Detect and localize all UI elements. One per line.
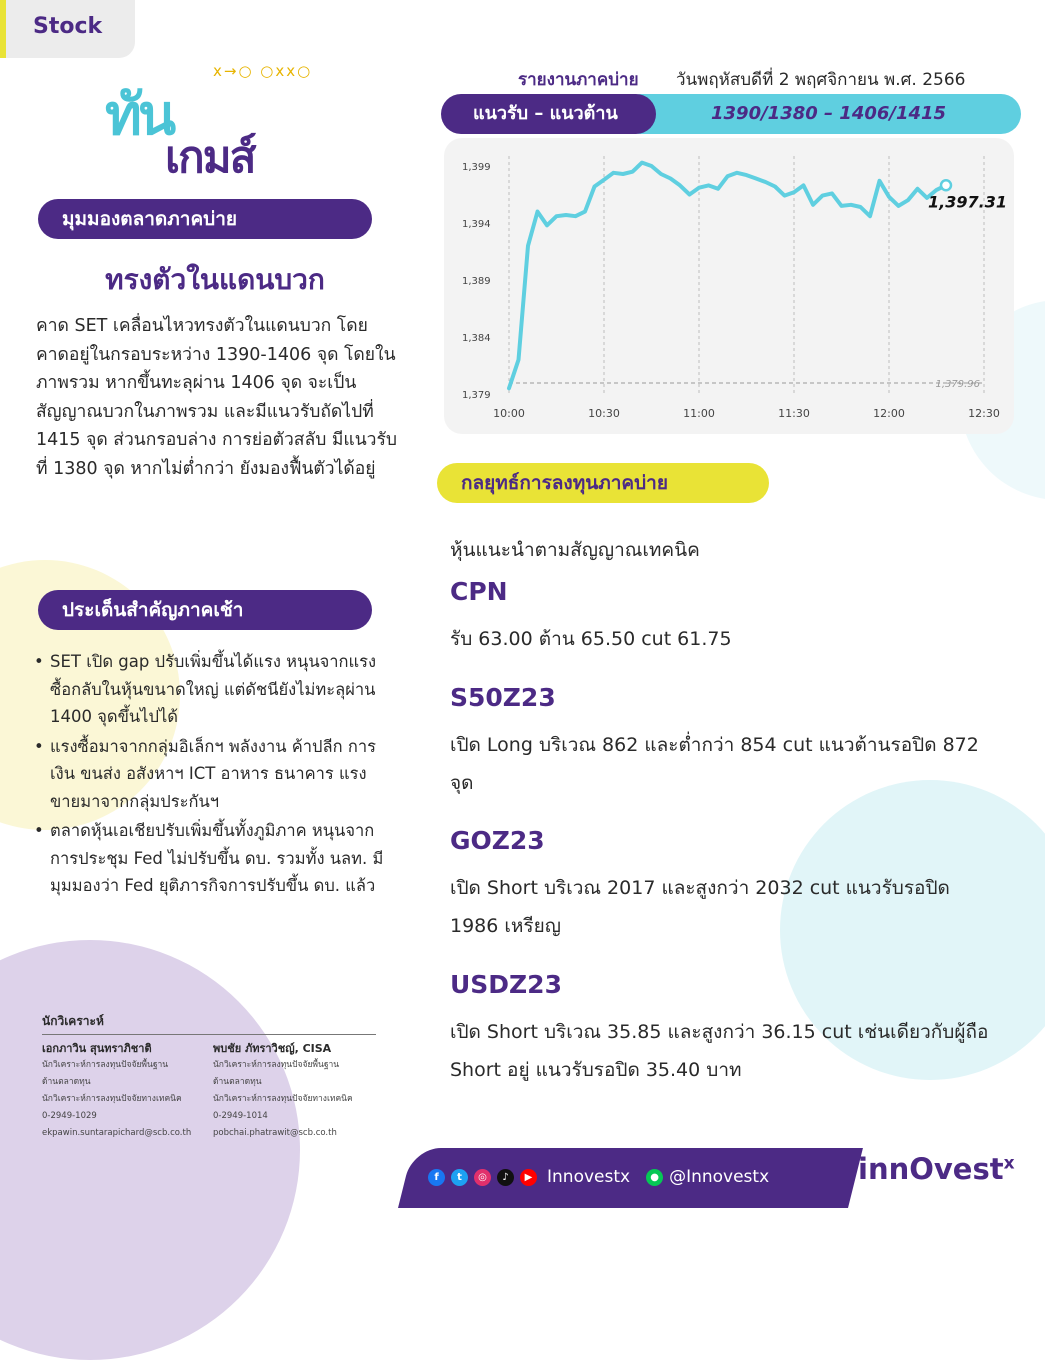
morning-issues-pill: ประเด็นสำคัญภาคเช้า: [38, 590, 372, 630]
brand-sup: x: [1003, 1153, 1015, 1174]
y-tick-label: 1,399: [462, 162, 491, 173]
stock-name-s50z23: S50Z23: [450, 683, 556, 712]
list-item: • แรงซื้อมาจากกลุ่มอิเล็กฯ พลังงาน ค้าปลีก การเงิน ขนส่ง อสังหาฯ ICT อาหาร ธนาคาร แรงขายมาจากกลุ่มประกันฯ: [32, 733, 396, 816]
tun-games-logo: [105, 60, 315, 190]
stock-name-cpn: CPN: [450, 577, 508, 606]
stock-desc-s50z23: เปิด Long บริเวณ 862 และต่ำกว่า 854 cut แนวต้านรอปิด 872 จุด: [450, 734, 979, 794]
x-tick-label: 12:00: [873, 407, 905, 420]
analyst-role: นักวิเคราะห์การลงทุนปัจจัยพื้นฐาน: [213, 1060, 340, 1070]
stock-desc-usdz23: เปิด Short บริเวณ 35.85 และสูงกว่า 36.15 cut เช่นเดียวกับผู้ถือ Short อยู่ แนวรับรอปิด 35.40 บาท: [450, 1021, 989, 1081]
logo-sub-text: เกมส์: [165, 132, 255, 183]
x-tick-label: 12:30: [968, 407, 1000, 420]
analyst-role: ด้านตลาดทุน: [213, 1077, 262, 1087]
stock-desc-goz23: เปิด Short บริเวณ 2017 และสูงกว่า 2032 cut แนวรับรอปิด 1986 เหรียญ: [450, 877, 950, 937]
analyst-role: นักวิเคราะห์การลงทุนปัจจัยพื้นฐาน: [42, 1060, 169, 1070]
innovestx-logo: [858, 1152, 1015, 1186]
x-tick-label: 10:00: [493, 407, 525, 420]
x-tick-label: 11:30: [778, 407, 810, 420]
line-handle[interactable]: @Innovestx: [669, 1167, 770, 1187]
twitter-icon[interactable]: t: [451, 1169, 468, 1186]
y-tick-label: 1,379: [462, 390, 491, 401]
facebook-icon[interactable]: f: [428, 1169, 445, 1186]
x-tick-label: 10:30: [588, 407, 620, 420]
instagram-icon[interactable]: ◎: [474, 1169, 491, 1186]
stock-tab-accent: [0, 0, 6, 58]
support-resistance-bar: [441, 94, 1021, 134]
tiktok-icon[interactable]: ♪: [497, 1169, 514, 1186]
analyst-section-title: นักวิเคราะห์: [42, 1014, 104, 1028]
support-resistance-value: 1390/1380 – 1406/1415: [711, 103, 947, 124]
analyst-email[interactable]: ekpawin.suntarapichard@scb.co.th: [42, 1128, 192, 1138]
stock-tab-label: Stock: [33, 14, 103, 39]
y-tick-label: 1,394: [462, 219, 491, 230]
logo-decoration: x→○ ○xx○: [213, 62, 313, 80]
stock-desc-cpn: รับ 63.00 ต้าน 65.50 cut 61.75: [450, 628, 732, 650]
report-date: วันพฤหัสบดีที่ 2 พฤศจิกายน พ.ศ. 2566: [676, 70, 966, 90]
background-blob-purple: [0, 940, 300, 1360]
analyst-name: พบชัย ภัทราวิชญ์, CISA: [213, 1042, 332, 1055]
strategy-pill: กลยุทธ์การลงทุนภาคบ่าย: [437, 463, 769, 503]
report-label: รายงานภาคบ่าย: [518, 70, 639, 90]
last-value-label: 1,397.31: [928, 192, 1007, 212]
social-handle[interactable]: Innovestx: [547, 1167, 631, 1187]
analyst-role: นักวิเคราะห์การลงทุนปัจจัยทางเทคนิค: [42, 1094, 182, 1104]
morning-issues-list: [32, 648, 396, 902]
stock-tab: [0, 0, 135, 58]
last-point-marker: [941, 180, 951, 190]
line-icon[interactable]: ●: [646, 1169, 663, 1186]
recommendation-intro: หุ้นแนะนำตามสัญญาณเทคนิค: [450, 539, 700, 561]
chart-svg: [444, 138, 1014, 434]
youtube-icon[interactable]: ▶: [520, 1169, 537, 1186]
set-index-chart: [444, 138, 1014, 434]
y-tick-label: 1,384: [462, 333, 491, 344]
analyst-card: [213, 1040, 383, 1142]
stock-name-goz23: GOZ23: [450, 826, 545, 855]
analyst-role: นักวิเคราะห์การลงทุนปัจจัยทางเทคนิค: [213, 1094, 353, 1104]
analyst-phone: 0-2949-1014: [213, 1111, 268, 1121]
market-outlook-paragraph: คาด SET เคลื่อนไหวทรงตัวในแดนบวก โดยคาดอยู่ในกรอบระหว่าง 1390-1406 จุด โดยในภาพรวม หากขึ้นทะลุผ่าน 1406 จุด จะเป็นสัญญาณบวกในภาพรวม และมีแนวรับถัดไปที่ 1415 จุด ส่วนกรอบล่าง การย่อตัวสลับ มีแนวรับที่ 1380 จุด หากไม่ต่ำกว่า ยังมองฟื้นตัวได้อยู่: [36, 316, 397, 479]
analyst-role: ด้านตลาดทุน: [42, 1077, 91, 1087]
afternoon-view-pill: มุมมองตลาดภาคบ่าย: [38, 199, 372, 239]
series-line: [509, 163, 946, 389]
analyst-name: เอกภาวิน สุนทราภิชาติ: [42, 1042, 152, 1055]
market-headline: ทรงตัวในแดนบวก: [105, 263, 325, 296]
brand-text: innOvest: [858, 1152, 1004, 1186]
analyst-card: [42, 1040, 212, 1142]
previous-close-label: 1,379.96: [935, 379, 980, 391]
analyst-divider: [42, 1034, 376, 1035]
list-item: • ตลาดหุ้นเอเชียปรับเพิ่มขึ้นทั้งภูมิภาค หนุนจากการประชุม Fed ไม่ปรับขึ้น ดบ. รวมทั้ง นลท. มีมุมมองว่า Fed ยุติภารกิจการปรับขึ้น ดบ. แล้ว: [32, 817, 396, 900]
x-tick-label: 11:00: [683, 407, 715, 420]
footer-social: [428, 1160, 769, 1194]
analyst-phone: 0-2949-1029: [42, 1111, 97, 1121]
logo-big-text: ทัน: [105, 83, 173, 148]
analyst-email[interactable]: pobchai.phatrawit@scb.co.th: [213, 1128, 337, 1138]
list-item: • SET เปิด gap ปรับเพิ่มขึ้นได้แรง หนุนจากแรงซื้อกลับในหุ้นขนาดใหญ่ แต่ดัชนียังไม่ทะลุผ่าน 1400 จุดขึ้นไปได้: [32, 648, 396, 731]
support-resistance-label: แนวรับ – แนวต้าน: [441, 94, 656, 134]
y-tick-label: 1,389: [462, 276, 491, 287]
stock-name-usdz23: USDZ23: [450, 970, 562, 999]
